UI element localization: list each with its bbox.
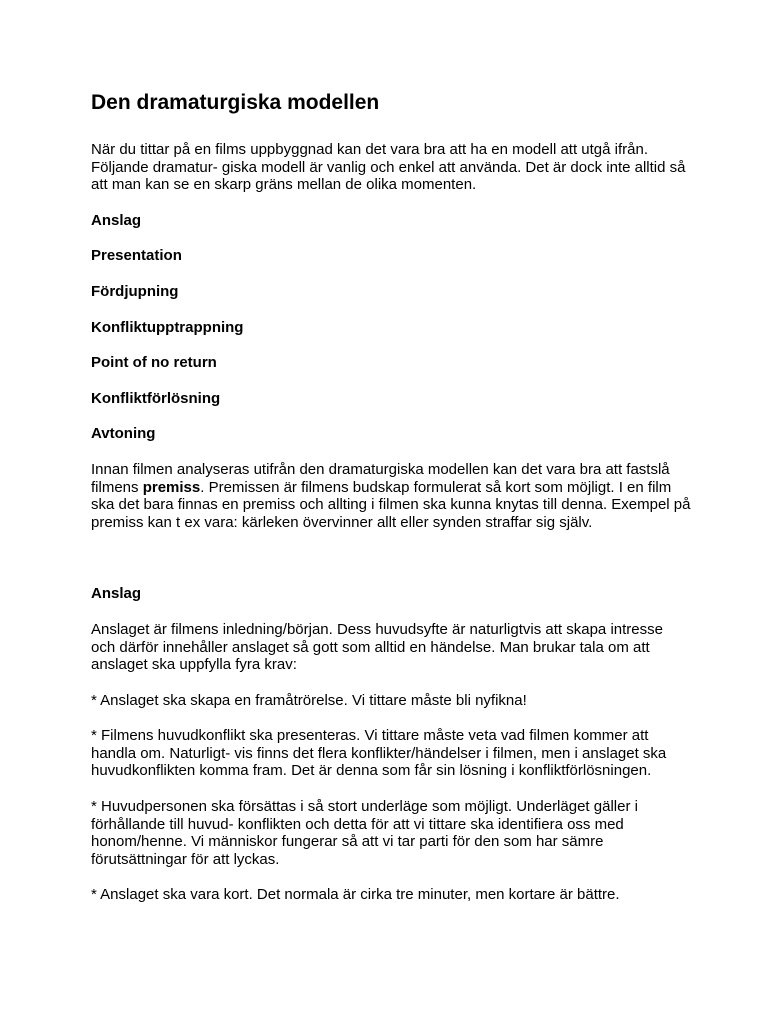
document-page [91, 88, 691, 922]
anslag-intro-paragraph: Anslaget är filmens inledning/början. Dess huvudsyfte är naturligtvis att skapa intresse och därför innehåller anslaget så gott som alltid en händelse. Man brukar tala om att anslaget ska uppfylla fyra krav: [91, 620, 663, 674]
step-heading-anslag: Anslag [91, 211, 142, 229]
premise-text-after: . Premissen är filmens budskap formulerat så kort som möjligt. I en film ska det bara finnas en premiss och allting i filmen ska kunna knytas till denna. Exempel på premiss kan t ex vara: kärleken övervinner allt eller synden straffar sig själv. [91, 478, 691, 531]
intro-paragraph: När du tittar på en films uppbyggnad kan det vara bra att ha en modell att utgå ifrån. Följande dramatur- giska modell är vanlig och enkel att använda. Det är dock inte alltid så att man kan se en skarp gräns mellan de olika momenten. [91, 141, 686, 194]
anslag-requirement-1: * Anslaget ska skapa en framåtrörelse. Vi tittare måste bli nyfikna! [91, 691, 527, 709]
premise-text-before: Innan filmen analyseras utifrån den dramaturgiska modellen kan det vara bra att fastslå filmens [91, 460, 670, 496]
premise-keyword: premiss [142, 478, 201, 496]
anslag-section-heading: Anslag [91, 585, 142, 603]
step-heading-point-of-no-return: Point of no return [91, 354, 217, 372]
document-title: Den dramaturgiska modellen [91, 91, 380, 114]
step-heading-presentation: Presentation [91, 247, 182, 265]
anslag-requirement-2: * Filmens huvudkonflikt ska presenteras. Vi tittare måste veta vad filmen kommer att handla om. Naturligt- vis finns det flera konflikter/händelser i filmen, men i anslaget ska huvudkonflikten komma fram. Det är denna som får sin lösning i konfliktförlösningen. [91, 727, 667, 780]
step-heading-konfliktforlosning: Konfliktförlösning [91, 389, 221, 407]
anslag-requirement-3: * Huvudpersonen ska försättas i så stort underläge som möjligt. Underläget gäller i förhållande till huvud- konflikten och detta för att vi tittare ska identifiera oss med honom/henne. Vi människor fungerar så att vi tar parti för den som har sämre förutsättningar för att lyckas. [91, 798, 638, 868]
section-spacer [91, 549, 691, 585]
anslag-requirement-4: * Anslaget ska vara kort. Det normala är cirka tre minuter, men kortare är bättre. [91, 886, 620, 904]
step-heading-konfliktupptrappning: Konfliktupptrappning [91, 318, 244, 336]
step-heading-fordjupning: Fördjupning [91, 282, 179, 300]
step-heading-avtoning: Avtoning [91, 425, 156, 443]
premise-paragraph [91, 461, 691, 531]
